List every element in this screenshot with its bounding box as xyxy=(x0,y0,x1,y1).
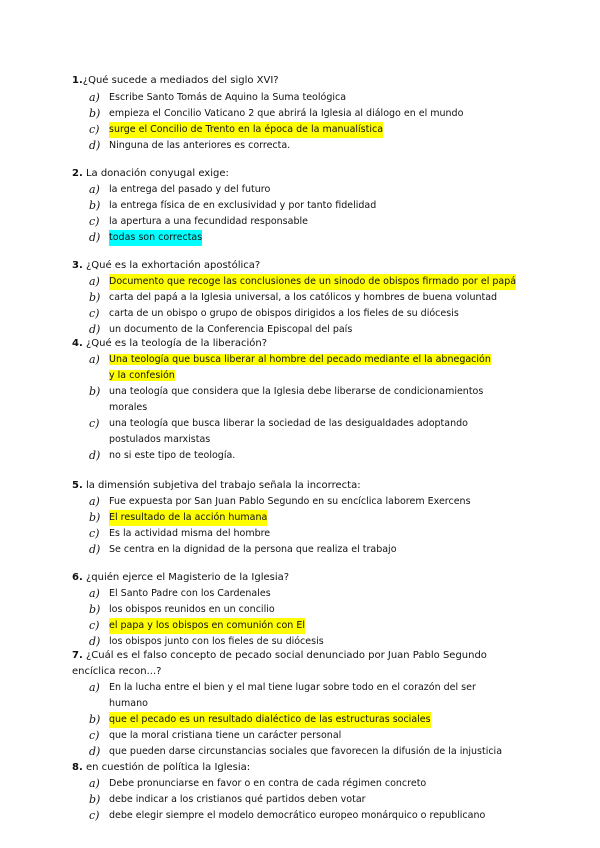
option-marker: b) xyxy=(89,291,101,304)
option-text-highlighted: Documento que recoge las conclusiones de un sinodo de obispos firmado por el papá xyxy=(109,274,516,290)
option-text: la entrega física de en exclusividad y por tanto fidelidad xyxy=(109,200,377,211)
option-text: Debe pronunciarse en favor o en contra de cada régimen concreto xyxy=(109,778,427,789)
question-2 xyxy=(72,166,572,182)
question-number: 1. xyxy=(72,75,83,86)
question-6 xyxy=(72,570,572,586)
option-marker: d) xyxy=(89,745,101,758)
question-text: en cuestión de política la Iglesia: xyxy=(85,762,251,773)
option-marker: c) xyxy=(89,527,100,540)
question-number: 8. xyxy=(72,762,83,773)
option-text: Escribe Santo Tomás de Aquino la Suma teológica xyxy=(109,92,347,103)
option-text: El Santo Padre con los Cardenales xyxy=(109,588,271,599)
option-marker: c) xyxy=(89,809,100,822)
option-text-highlighted: el papa y los obispos en comunión con El xyxy=(109,618,305,634)
question-number: 2. xyxy=(72,168,83,179)
option-text: la apertura a una fecundidad responsable xyxy=(109,216,308,227)
question-text: ¿Qué es la exhortación apostólica? xyxy=(85,260,261,271)
option-marker: c) xyxy=(89,729,100,742)
option-text: Es la actividad misma del hombre xyxy=(109,528,271,539)
option-text: la entrega del pasado y del futuro xyxy=(109,184,271,195)
option-marker: a) xyxy=(89,587,100,600)
option-marker: b) xyxy=(89,385,101,398)
option-marker: c) xyxy=(89,307,100,320)
option-text: debe indicar a los cristianos qué partidos deben votar xyxy=(109,794,366,805)
option-text: debe elegir siempre el modelo democrático europeo monárquico o republicano xyxy=(109,810,486,821)
option-marker: b) xyxy=(89,199,101,212)
option-text: que la moral cristiana tiene un carácter personal xyxy=(109,730,342,741)
option-marker: d) xyxy=(89,323,101,336)
option-text: que pueden darse circunstancias sociales que favorecen la difusión de la injusticia xyxy=(109,746,503,757)
option-text-highlighted: Una teología que busca liberar al hombre del pecado mediante el la abnegación y la confesión xyxy=(109,354,491,381)
option-text: no si este tipo de teología. xyxy=(109,450,236,461)
option-marker: b) xyxy=(89,511,101,524)
option-marker: a) xyxy=(89,353,100,366)
option-text-highlighted: todas son correctas xyxy=(109,230,202,246)
option-marker: a) xyxy=(89,275,100,288)
question-text: ¿Qué sucede a mediados del siglo XVI? xyxy=(82,75,279,86)
option-marker: d) xyxy=(89,139,101,152)
option-text: carta de un obispo o grupo de obispos dirigidos a los fieles de su diócesis xyxy=(109,308,459,319)
question-7 xyxy=(72,648,502,680)
question-number: 7. xyxy=(72,650,83,661)
question-text: ¿Qué es la teología de la liberación? xyxy=(85,338,268,349)
question-8 xyxy=(72,760,572,776)
option-marker: c) xyxy=(89,417,100,430)
option-text: una teología que busca liberar la sociedad de las desigualdades adoptando postulados marxistas xyxy=(109,418,468,445)
option-marker: a) xyxy=(89,777,100,790)
option-marker: a) xyxy=(89,183,100,196)
option-text-highlighted: surge el Concilio de Trento en la época de la manualística xyxy=(109,122,383,138)
question-number: 3. xyxy=(72,260,83,271)
option-marker: a) xyxy=(89,681,100,694)
question-text: La donación conyugal exige: xyxy=(85,168,229,179)
option-marker: c) xyxy=(89,619,100,632)
option-marker: d) xyxy=(89,635,101,648)
option-marker: c) xyxy=(89,215,100,228)
option-text-highlighted: El resultado de la acción humana xyxy=(109,510,267,526)
option-marker: a) xyxy=(89,495,100,508)
option-marker: c) xyxy=(89,123,100,136)
question-number: 4. xyxy=(72,338,83,349)
question-5 xyxy=(72,478,572,494)
option-marker: b) xyxy=(89,107,101,120)
option-marker: d) xyxy=(89,543,101,556)
option-marker: b) xyxy=(89,793,101,806)
question-number: 5. xyxy=(72,480,83,491)
option-text: Se centra en la dignidad de la persona que realiza el trabajo xyxy=(109,544,397,555)
option-marker: d) xyxy=(89,449,101,462)
option-text: carta del papá a la Iglesia universal, a los católicos y hombres de buena voluntad xyxy=(109,292,498,303)
option-text: una teología que considera que la Iglesia debe liberarse de condicionamientos morales xyxy=(109,386,484,413)
question-text: ¿quién ejerce el Magisterio de la Iglesia? xyxy=(85,572,290,583)
option-text: un documento de la Conferencia Episcopal del país xyxy=(109,324,353,335)
question-number: 6. xyxy=(72,572,83,583)
question-3 xyxy=(72,258,572,274)
option-text: En la lucha entre el bien y el mal tiene lugar sobre todo en el corazón del ser humano xyxy=(109,682,476,709)
option-text: Fue expuesta por San Juan Pablo Segundo en su encíclica laborem Exercens xyxy=(109,496,471,507)
question-1 xyxy=(72,73,572,89)
option-marker: b) xyxy=(89,603,101,616)
option-text: los obispos junto con los fieles de su diócesis xyxy=(109,636,324,647)
option-text-wrapper xyxy=(109,352,494,384)
option-text: los obispos reunidos en un concilio xyxy=(109,604,275,615)
option-marker: b) xyxy=(89,713,101,726)
question-text: la dimensión subjetiva del trabajo señala la incorrecta: xyxy=(85,480,361,491)
question-4 xyxy=(72,336,572,352)
option-text-highlighted: que el pecado es un resultado dialéctico de las estructuras sociales xyxy=(109,712,431,728)
option-text: empieza el Concilio Vaticano 2 que abrirá la Iglesia al diálogo en el mundo xyxy=(109,108,464,119)
question-text: ¿Cuál es el falso concepto de pecado social denunciado por Juan Pablo Segundo encíclica recon...? xyxy=(72,650,487,677)
option-marker: d) xyxy=(89,231,101,244)
option-marker: a) xyxy=(89,91,100,104)
option-text: Ninguna de las anteriores es correcta. xyxy=(109,140,291,151)
